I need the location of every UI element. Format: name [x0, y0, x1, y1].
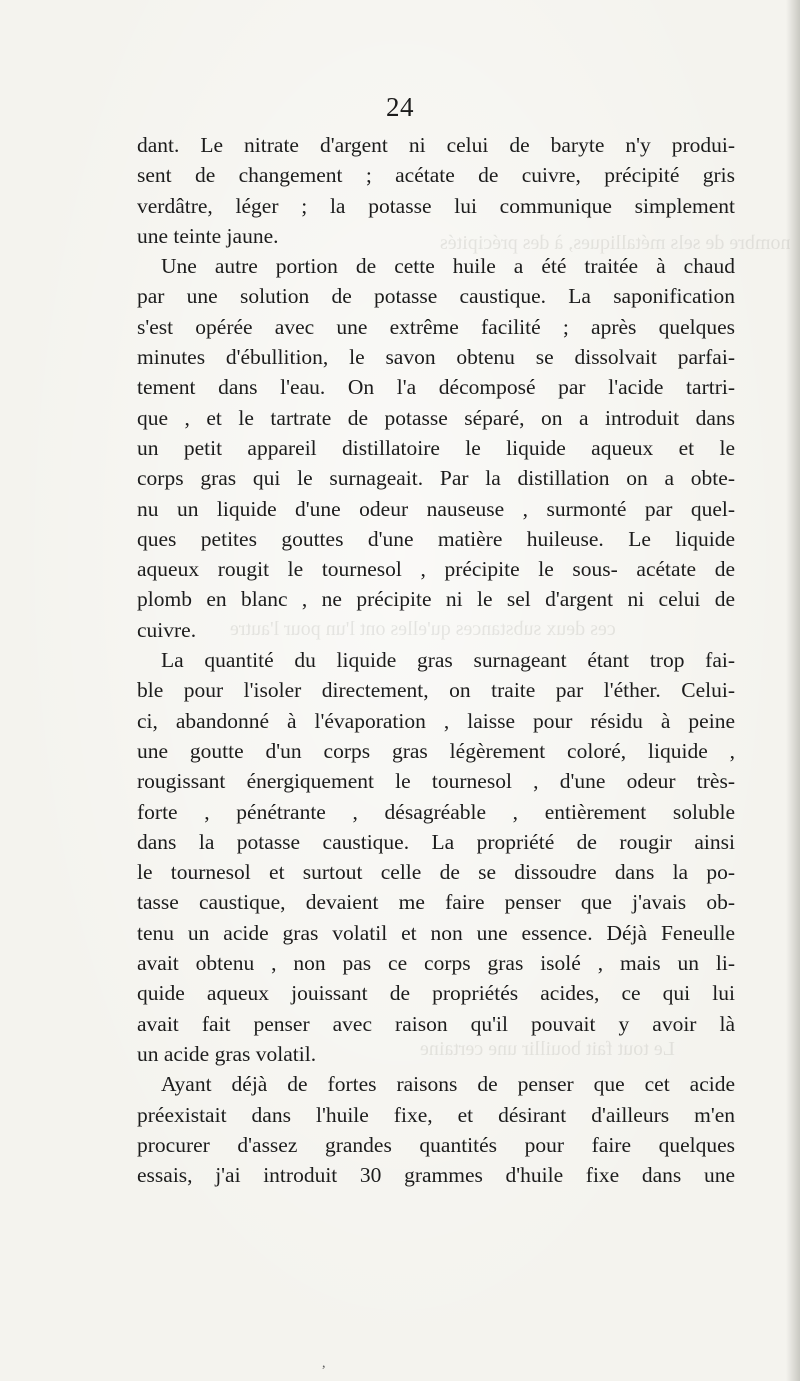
text-line: rougissant énergiquement le tournesol , d'une odeur très- — [137, 769, 735, 794]
bleed-through-text: Le tout fait bouillir une certaine — [420, 1038, 675, 1060]
text-line: une goutte d'un corps gras légèrement coloré, liquide , — [137, 738, 735, 763]
text-line: un acide gras volatil. — [137, 1041, 317, 1066]
ink-speck: , — [322, 1356, 326, 1371]
text-line: un petit appareil distillatoire le liquide aqueux et le — [137, 435, 735, 460]
text-line: dans la potasse caustique. La propriété de rougir ainsi — [137, 829, 735, 854]
body-text — [137, 130, 735, 1190]
bleed-through-text: nombre de sels métalliques, à des précipités — [440, 232, 791, 254]
paragraph — [137, 1069, 735, 1190]
text-line: ci, abandonné à l'évaporation , laisse pour résidu à peine — [137, 708, 735, 733]
text-line: par une solution de potasse caustique. La saponification — [137, 284, 735, 309]
text-line: le tournesol et surtout celle de se dissoudre dans la po- — [137, 860, 735, 885]
text-line: forte , pénétrante , désagréable , entièrement soluble — [137, 799, 735, 824]
page-edge-shadow — [786, 0, 800, 1381]
text-line: que , et le tartrate de potasse séparé, on a introduit dans — [137, 405, 735, 430]
text-line: cuivre. — [137, 617, 197, 642]
text-line: procurer d'assez grandes quantités pour faire quelques — [137, 1132, 735, 1157]
text-line: s'est opérée avec une extrême facilité ; après quelques — [137, 314, 735, 339]
paragraph — [137, 251, 735, 645]
text-line: ques petites gouttes d'une matière huileuse. Le liquide — [137, 526, 735, 551]
text-line: minutes d'ébullition, le savon obtenu se dissolvait parfai- — [137, 345, 735, 370]
text-line: ble pour l'isoler directement, on traite par l'éther. Celui- — [137, 678, 735, 703]
text-line: plomb en blanc , ne précipite ni le sel d'argent ni celui de — [137, 587, 735, 612]
text-line: dant. Le nitrate d'argent ni celui de baryte n'y produi- — [137, 133, 735, 157]
text-line: verdâtre, léger ; la potasse lui communique simplement — [137, 193, 735, 218]
text-line: essais, j'ai introduit 30 grammes d'huile fixe dans une — [137, 1163, 735, 1188]
text-line: corps gras qui le surnageait. Par la distillation on a obte- — [137, 466, 735, 491]
text-line: La quantité du liquide gras surnageant étant trop fai- — [161, 648, 735, 673]
text-line: quide aqueux jouissant de propriétés acides, ce qui lui — [137, 981, 735, 1006]
text-line: avait obtenu , non pas ce corps gras isolé , mais un li- — [137, 951, 735, 976]
page-number: 24 — [386, 92, 414, 122]
text-line: préexistait dans l'huile fixe, et désirant d'ailleurs m'en — [137, 1102, 735, 1127]
text-line: aqueux rougit le tournesol , précipite le sous- acétate de — [137, 557, 735, 582]
text-line: Une autre portion de cette huile a été traitée à chaud — [161, 254, 735, 279]
text-line: tasse caustique, devaient me faire penser que j'avais ob- — [137, 890, 735, 915]
text-line: tenu un acide gras volatil et non une essence. Déjà Feneulle — [137, 920, 735, 945]
text-line: avait fait penser avec raison qu'il pouvait y avoir là — [137, 1011, 735, 1036]
text-line: tement dans l'eau. On l'a décomposé par l'acide tartri- — [137, 375, 735, 400]
bleed-through-text: ces deux substances qu'elles ont l'un pour l'autre — [230, 618, 616, 640]
text-line: Ayant déjà de fortes raisons de penser que cet acide — [161, 1072, 735, 1097]
text-line: sent de changement ; acétate de cuivre, précipité gris — [137, 163, 735, 188]
text-line: nu un liquide d'une odeur nauseuse , surmonté par quel- — [137, 496, 735, 521]
text-line: une teinte jaune. — [137, 223, 279, 248]
paragraph — [137, 130, 735, 251]
paragraph — [137, 645, 735, 1069]
